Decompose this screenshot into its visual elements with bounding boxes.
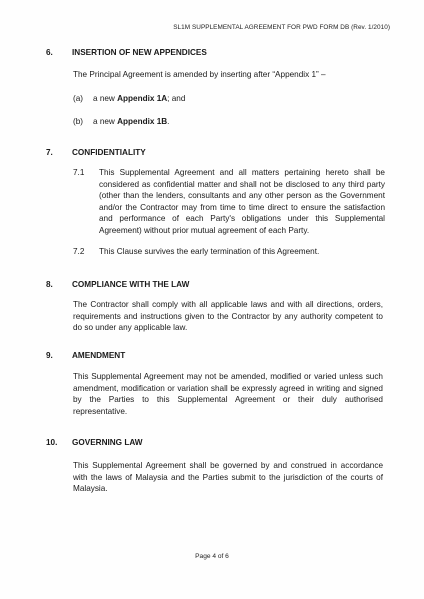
list-item-text: a new Appendix 1A; and <box>93 94 186 103</box>
list-item-label: (b) <box>73 117 84 126</box>
section-6-intro: The Principal Agreement is amended by inserting after “Appendix 1” – <box>73 70 326 79</box>
section-9-body: This Supplemental Agreement may not be amended, modified or varied unless such amendment, modification or variation shall be expressly agreed in writing and signed by the Parties to this Supplemental Agreement or their duly authorised representative. <box>73 372 383 416</box>
page-number: Page 4 of 6 <box>195 553 229 560</box>
clause-number: 7.1 <box>73 168 85 177</box>
section-8-body: The Contractor shall comply with all applicable laws and with all directions, orders, requirements and instructions given to the Contractor by any authority competent to do so under any applicable law. <box>73 300 383 333</box>
section-title: CONFIDENTIALITY <box>72 148 146 157</box>
section-title: AMENDMENT <box>72 351 126 360</box>
list-item-label: (a) <box>73 94 84 103</box>
section-title: COMPLIANCE WITH THE LAW <box>72 280 190 289</box>
clause-text: This Clause survives the early termination of this Agreement. <box>99 247 320 256</box>
section-number: 7. <box>46 148 53 157</box>
section-title: INSERTION OF NEW APPENDICES <box>72 48 207 57</box>
running-header: SL1M SUPPLEMENTAL AGREEMENT FOR PWD FORM DB (Rev. 1/2010) <box>173 24 390 31</box>
list-item-text: a new Appendix 1B. <box>93 117 170 126</box>
clause-text: This Supplemental Agreement and all matters pertaining hereto shall be considered as confidential matter and shall not be disclosed to any third party (other than the lenders, consultants and any other person as the Government and/or the Contractor may from time to time direct to ensure the satisfaction and performance of each Party's obligations under this Supplemental Agreement) without prior mutual agreement of each Party. <box>99 168 385 235</box>
section-number: 8. <box>46 280 53 289</box>
section-number: 10. <box>46 438 58 447</box>
section-10-body: This Supplemental Agreement shall be governed by and construed in accordance with the laws of Malaysia and the Parties submit to the jurisdiction of the courts of Malaysia. <box>73 461 383 494</box>
section-number: 6. <box>46 48 53 57</box>
clause-number: 7.2 <box>73 247 85 256</box>
section-title: GOVERNING LAW <box>72 438 143 447</box>
section-number: 9. <box>46 351 53 360</box>
